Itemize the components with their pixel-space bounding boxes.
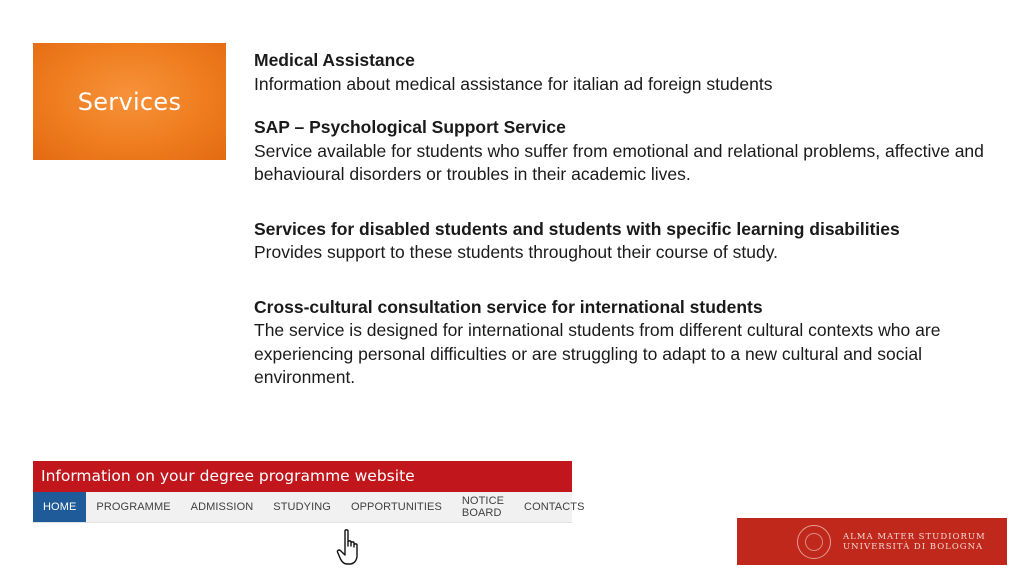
nav-item-programme[interactable]: PROGRAMME: [96, 501, 171, 513]
service-disabled-students: [254, 218, 994, 265]
service-title: SAP – Psychological Support Service: [254, 117, 566, 137]
service-description: Provides support to these students throughout their course of study.: [254, 242, 779, 262]
service-title: Cross-cultural consultation service for international students: [254, 296, 763, 317]
services-list: [254, 49, 994, 390]
service-cross-cultural: [254, 296, 994, 390]
service-medical-assistance: [254, 49, 994, 96]
nav-item-opportunities[interactable]: OPPORTUNITIES: [350, 501, 442, 513]
nav-item-contacts[interactable]: CONTACTS: [524, 501, 585, 513]
degree-website-preview: [33, 461, 585, 523]
service-title: Medical Assistance: [254, 50, 415, 70]
nav-item-notice-board[interactable]: NOTICE BOARD: [461, 495, 505, 519]
university-seal-icon: [797, 525, 831, 559]
logo-line-1: ALMA MATER STUDIORUM: [843, 531, 986, 542]
university-logo: [737, 518, 1007, 565]
nav-item-home[interactable]: HOME: [33, 492, 86, 522]
services-title: Services: [77, 87, 182, 116]
service-description: Information about medical assistance for italian ad foreign students: [254, 73, 773, 94]
service-description: Service available for students who suffer from emotional and relational problems, affective and behavioural disorders or troubles in their academic lives.: [254, 140, 984, 184]
degree-website-header: Information on your degree programme website: [33, 461, 572, 492]
service-description: The service is designed for international students from different cultural contexts who are experiencing personal difficulties or are struggling to adapt to a new cultural and social environment.: [254, 320, 941, 387]
university-logo-text: [843, 532, 986, 552]
degree-website-nav: [33, 492, 585, 523]
services-title-box: [33, 43, 226, 160]
nav-item-studying[interactable]: STUDYING: [273, 501, 331, 513]
logo-line-2: UNIVERSITÀ DI BOLOGNA: [843, 541, 984, 552]
hand-pointer-icon: [336, 528, 366, 568]
nav-item-admission[interactable]: ADMISSION: [190, 501, 254, 513]
service-title: Services for disabled students and students with specific learning disabilities: [254, 218, 900, 239]
service-psychological-support: [254, 116, 994, 187]
